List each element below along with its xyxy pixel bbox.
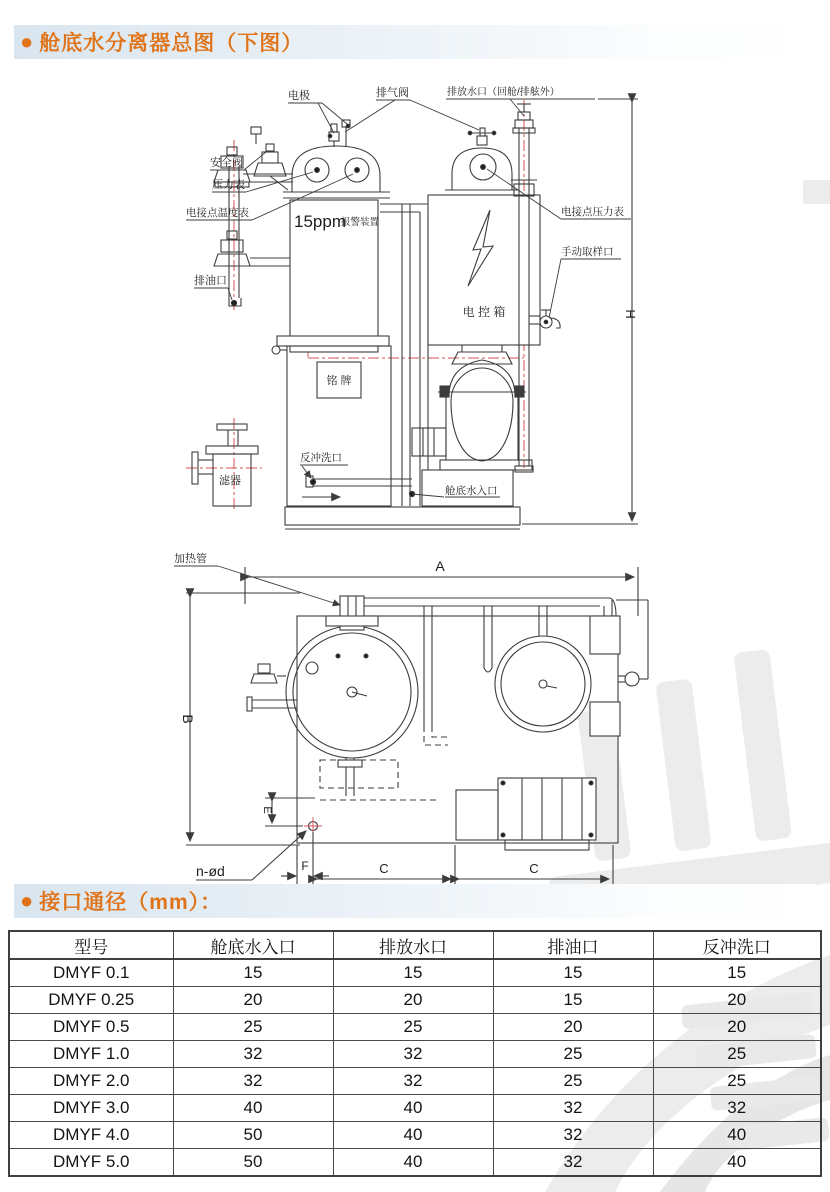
- label-contact-pressure-gauge: 电接点压力表: [561, 206, 624, 218]
- cell-value: 20: [333, 987, 493, 1014]
- label-vent-valve: 排气阀: [376, 87, 409, 99]
- cell-value: 32: [493, 1149, 653, 1177]
- front-elevation-diagram: [0, 72, 830, 550]
- cell-model: DMYF 3.0: [9, 1095, 173, 1122]
- table-row: [9, 959, 821, 987]
- label-dim-c2: C: [529, 861, 539, 876]
- cell-model: DMYF 5.0: [9, 1149, 173, 1177]
- label-manual-sampling: 手动取样口: [561, 246, 614, 258]
- base-skid: [285, 507, 520, 529]
- label-pressure-gauge: 压力表: [212, 179, 245, 191]
- cell-value: 32: [333, 1068, 493, 1095]
- label-15ppm: 15ppm: [294, 212, 346, 231]
- cell-value: 40: [173, 1095, 333, 1122]
- cell-value: 25: [493, 1068, 653, 1095]
- label-heating-pipe: 加热管: [174, 553, 207, 565]
- cell-value: 20: [173, 987, 333, 1014]
- table-row: [9, 1014, 821, 1041]
- table-row: [9, 1041, 821, 1068]
- label-control-box: 电 控 箱: [462, 305, 506, 319]
- cell-value: 15: [493, 959, 653, 987]
- cell-model: DMYF 1.0: [9, 1041, 173, 1068]
- collector-top-view: [495, 606, 591, 732]
- label-bilge-inlet: 舱底水入口: [445, 485, 498, 497]
- section-header-ports: [14, 884, 816, 918]
- dimension-a: [245, 567, 638, 616]
- cell-value: 32: [493, 1122, 653, 1149]
- label-dim-c1: C: [379, 861, 389, 876]
- section1-title: 舱底水分离器总图（下图）: [39, 32, 304, 55]
- cell-value: 32: [173, 1068, 333, 1095]
- cell-value: 40: [653, 1149, 821, 1177]
- header-model: 型号: [9, 931, 173, 959]
- label-filter: 滤器: [219, 475, 241, 487]
- header-oil-drain: 排油口: [493, 931, 653, 959]
- section2-title: 接口通径（mm）：: [39, 891, 223, 914]
- cell-value: 25: [333, 1014, 493, 1041]
- motor-block: [456, 778, 596, 850]
- cell-value: 40: [653, 1122, 821, 1149]
- table-row: [9, 1122, 821, 1149]
- label-alarm-device: 报警装置: [341, 217, 380, 228]
- heating-pipe-leader: [174, 566, 340, 605]
- bullet-icon: ●: [20, 29, 34, 54]
- separator-vessel: [251, 120, 391, 506]
- cell-value: 25: [493, 1041, 653, 1068]
- cell-value: 32: [653, 1095, 821, 1122]
- label-dim-h: H: [623, 309, 638, 319]
- cell-model: DMYF 4.0: [9, 1122, 173, 1149]
- table-row: [9, 1095, 821, 1122]
- cell-value: 50: [173, 1149, 333, 1177]
- port-diameter-table: [8, 930, 822, 1177]
- label-dim-e: E: [261, 806, 273, 814]
- table-header-row: [9, 931, 821, 959]
- table-row: [9, 987, 821, 1014]
- cell-value: 15: [173, 959, 333, 987]
- cell-value: 40: [333, 1122, 493, 1149]
- cell-value: 20: [653, 1014, 821, 1041]
- label-electrode: 电极: [288, 90, 310, 102]
- cell-value: 15: [493, 987, 653, 1014]
- cell-model: DMYF 0.1: [9, 959, 173, 987]
- table-row: [9, 1068, 821, 1095]
- cell-value: 15: [653, 959, 821, 987]
- label-backwash-port: 反冲洗口: [300, 452, 342, 464]
- cell-value: 25: [653, 1041, 821, 1068]
- table-row: [9, 1149, 821, 1177]
- plan-view-diagram: [0, 550, 830, 890]
- header-bilge-inlet: 舱底水入口: [173, 931, 333, 959]
- label-dim-a: A: [435, 558, 445, 574]
- cell-value: 20: [653, 987, 821, 1014]
- filter: [192, 424, 258, 506]
- electric-control-box: [428, 128, 540, 364]
- cell-model: DMYF 0.25: [9, 987, 173, 1014]
- cell-value: 32: [173, 1041, 333, 1068]
- label-contact-thermometer: 电接点温度表: [186, 207, 249, 219]
- cell-value: 20: [493, 1014, 653, 1041]
- cell-value: 40: [333, 1149, 493, 1177]
- section-header-overview: [14, 25, 816, 59]
- label-safety-valve: 安全阀: [210, 157, 243, 169]
- cell-value: 25: [173, 1014, 333, 1041]
- header-backwash: 反冲洗口: [653, 931, 821, 959]
- label-discharge-outlet: 排放水口（回舱/排舷外）: [447, 87, 560, 98]
- cell-model: DMYF 0.5: [9, 1014, 173, 1041]
- cell-value: 15: [333, 959, 493, 987]
- cell-value: 25: [653, 1068, 821, 1095]
- label-bolt-holes: n-ød: [196, 863, 225, 879]
- piping: [380, 204, 428, 506]
- cell-value: 32: [493, 1095, 653, 1122]
- label-nameplate: 铭 牌: [326, 375, 352, 387]
- cell-value: 32: [333, 1041, 493, 1068]
- cell-value: 50: [173, 1122, 333, 1149]
- label-dim-b: B: [180, 714, 196, 724]
- separator-top-view: [247, 596, 418, 758]
- bullet-icon: ●: [20, 888, 34, 913]
- leader-lines: [186, 99, 631, 497]
- header-discharge-outlet: 排放水口: [333, 931, 493, 959]
- cell-value: 40: [333, 1095, 493, 1122]
- dimension-b: [186, 593, 300, 845]
- pump: [412, 360, 532, 470]
- cell-model: DMYF 2.0: [9, 1068, 173, 1095]
- label-oil-drain: 排油口: [194, 275, 227, 287]
- label-dim-f: F: [301, 859, 309, 873]
- plan-piping: [320, 606, 492, 800]
